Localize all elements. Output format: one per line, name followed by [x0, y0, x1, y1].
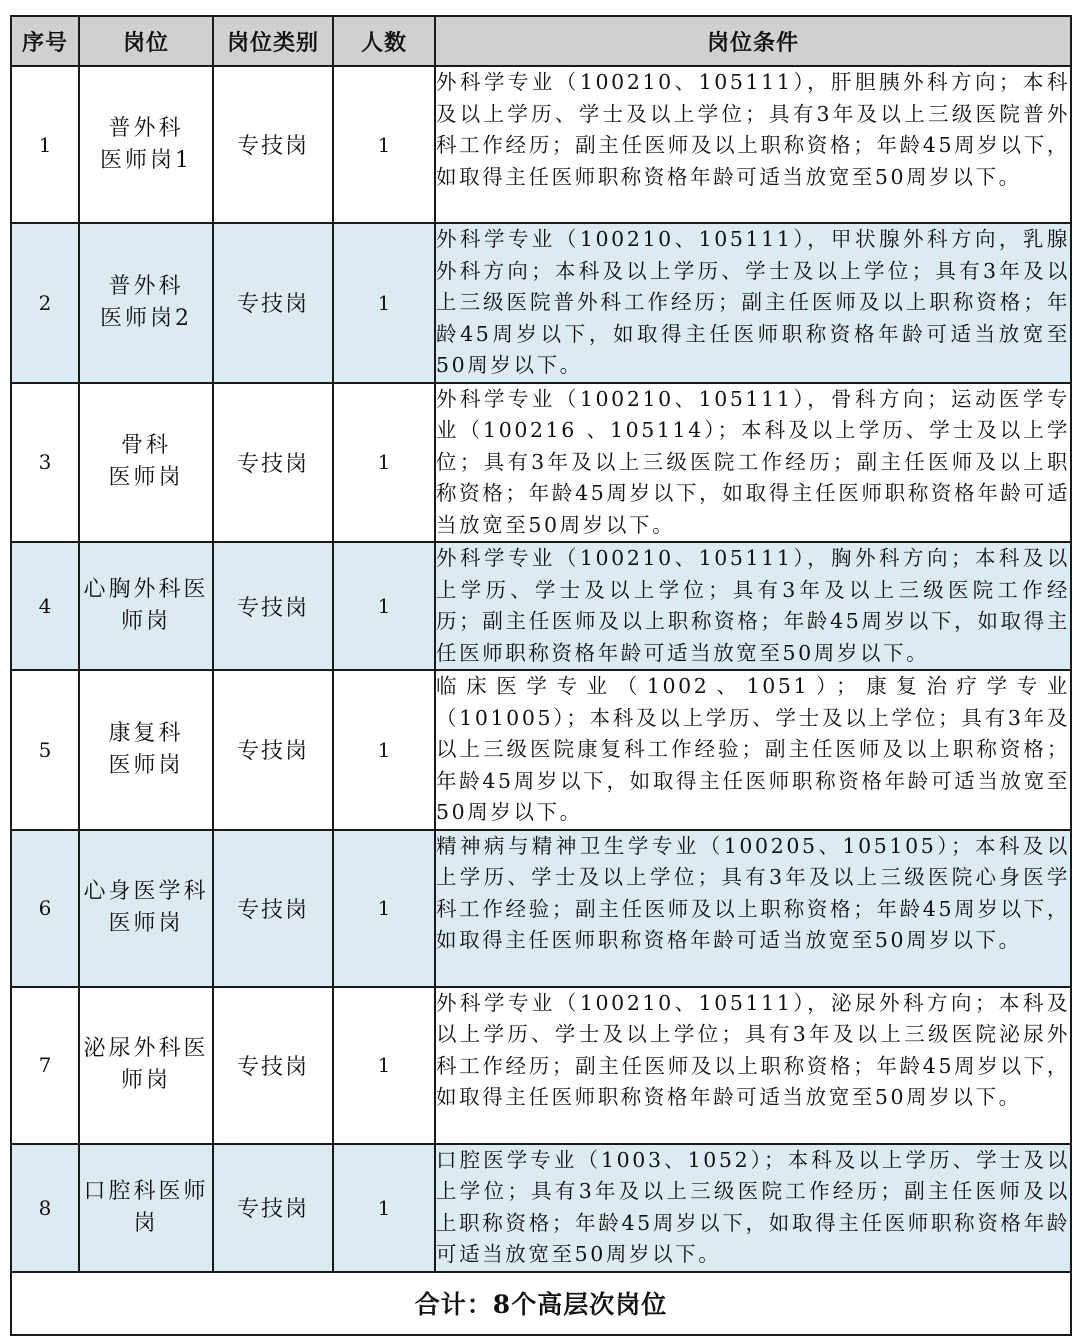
table-row [11, 987, 1071, 1144]
header-conditions: 岗位条件 [435, 16, 1071, 66]
row-no: 8 [11, 1144, 79, 1272]
total-summary: 合计：8个高层次岗位 [11, 1272, 1071, 1335]
row-no: 5 [11, 670, 79, 830]
row-conditions: 精神病与精神卫生学专业（100205、105105）；本科及以上学历、学士及以上学位；具有3年及以上三级医院心身医学科工作经验；副主任医师及以上职称资格；年龄45周岁以下，如取得主任医师职称资格年龄可适当放宽至50周岁以下。 [435, 830, 1071, 987]
row-position: 心胸外科医师岗 [79, 542, 213, 670]
row-conditions: 外科学专业（100210、105111），骨科方向；运动医学专业（100216 、105114）；本科及以上学历、学士及以上学位；具有3年及以上三级医院工作经历；副主任医师及以上职称资格；年龄45周岁以下，如取得主任医师职称资格年龄可适当放宽至50周岁以下。 [435, 383, 1071, 543]
header-count: 人数 [333, 16, 435, 66]
row-count: 1 [333, 383, 435, 543]
row-conditions: 口腔医学专业（1003、1052）；本科及以上学历、学士及以上学位；具有3年及以上三级医院工作经历；副主任医师及以上职称资格；年龄45周岁以下，如取得主任医师职称资格年龄可适当放宽至50周岁以下。 [435, 1144, 1071, 1272]
row-position: 普外科 医师岗1 [79, 66, 213, 223]
table-row [11, 542, 1071, 670]
row-category: 专技岗 [213, 670, 333, 830]
row-conditions: 外科学专业（100210、105111），肝胆胰外科方向；本科及以上学历、学士及以上学位；具有3年及以上三级医院普外科工作经历；副主任医师及以上职称资格；年龄45周岁以下，如取得主任医师职称资格年龄可适当放宽至50周岁以下。 [435, 66, 1071, 223]
row-conditions: 临床医学专业（1002、1051）；康复治疗学专业（101005）；本科及以上学历、学士及以上学位；具有3年及以上三级医院康复科工作经验；副主任医师及以上职称资格；年龄45周岁以下，如取得主任医师职称资格年龄可适当放宽至50周岁以下。 [435, 670, 1071, 830]
row-category: 专技岗 [213, 830, 333, 987]
row-category: 专技岗 [213, 542, 333, 670]
row-count: 1 [333, 223, 435, 383]
row-count: 1 [333, 66, 435, 223]
row-no: 1 [11, 66, 79, 223]
row-no: 4 [11, 542, 79, 670]
header-no: 序号 [11, 16, 79, 66]
table-row [11, 383, 1071, 543]
total-row [11, 1272, 1071, 1335]
row-category: 专技岗 [213, 1144, 333, 1272]
row-count: 1 [333, 987, 435, 1144]
row-no: 3 [11, 383, 79, 543]
row-position: 康复科 医师岗 [79, 670, 213, 830]
header-category: 岗位类别 [213, 16, 333, 66]
row-conditions: 外科学专业（100210、105111），甲状腺外科方向，乳腺外科方向；本科及以上学历、学士及以上学位；具有3年及以上三级医院普外科工作经历；副主任医师及以上职称资格；年龄45周岁以下，如取得主任医师职称资格年龄可适当放宽至50周岁以下。 [435, 223, 1071, 383]
row-position: 泌尿外科医师岗 [79, 987, 213, 1144]
row-category: 专技岗 [213, 66, 333, 223]
table-row [11, 1144, 1071, 1272]
table-row [11, 66, 1071, 223]
row-category: 专技岗 [213, 383, 333, 543]
row-count: 1 [333, 670, 435, 830]
row-position: 口腔科医师岗 [79, 1144, 213, 1272]
positions-table [10, 15, 1072, 1336]
row-count: 1 [333, 830, 435, 987]
table-row [11, 670, 1071, 830]
row-position: 骨科 医师岗 [79, 383, 213, 543]
row-position: 心身医学科医师岗 [79, 830, 213, 987]
row-conditions: 外科学专业（100210、105111），胸外科方向；本科及以上学历、学士及以上学位；具有3年及以上三级医院工作经历；副主任医师及以上职称资格；年龄45周岁以下，如取得主任医师职称资格年龄可适当放宽至50周岁以下。 [435, 542, 1071, 670]
row-no: 7 [11, 987, 79, 1144]
row-position: 普外科 医师岗2 [79, 223, 213, 383]
row-count: 1 [333, 542, 435, 670]
table-row [11, 223, 1071, 383]
row-conditions: 外科学专业（100210、105111），泌尿外科方向；本科及以上学历、学士及以上学位；具有3年及以上三级医院泌尿外科工作经历；副主任医师及以上职称资格；年龄45周岁以下，如取得主任医师职称资格年龄可适当放宽至50周岁以下。 [435, 987, 1071, 1144]
row-category: 专技岗 [213, 987, 333, 1144]
row-count: 1 [333, 1144, 435, 1272]
table-row [11, 830, 1071, 987]
header-position: 岗位 [79, 16, 213, 66]
row-no: 6 [11, 830, 79, 987]
row-no: 2 [11, 223, 79, 383]
table-header-row [11, 16, 1071, 66]
row-category: 专技岗 [213, 223, 333, 383]
